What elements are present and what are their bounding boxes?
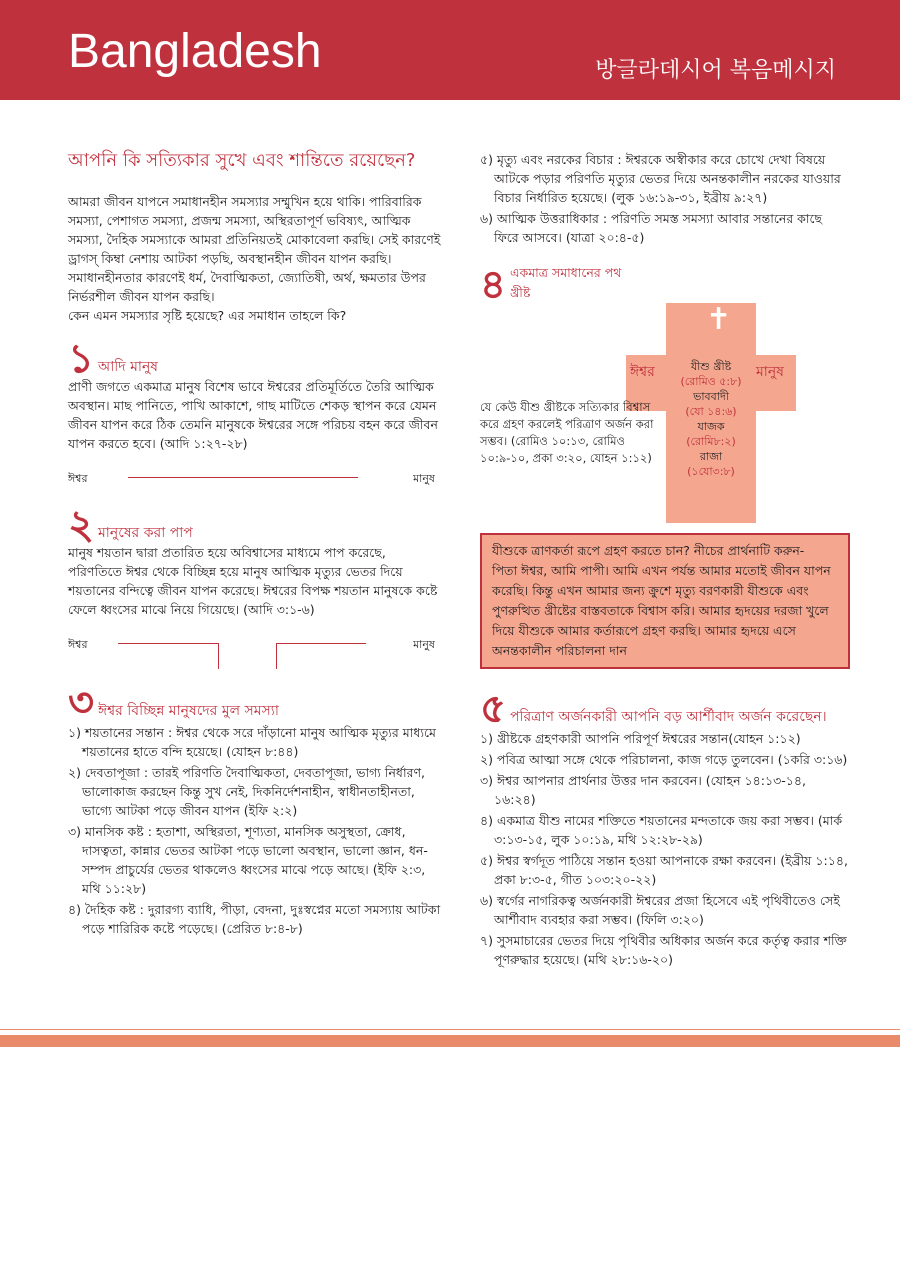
section-5-list bbox=[480, 729, 850, 969]
section-5-number: ৫ bbox=[480, 685, 506, 732]
cross-center-text bbox=[666, 359, 756, 479]
section-1-title: আদি মানুষ bbox=[97, 359, 159, 375]
broken-line-right bbox=[276, 643, 366, 644]
section-2 bbox=[68, 501, 443, 669]
man-label: মানুষ bbox=[413, 638, 435, 651]
list-item: ৪) দৈহিক কষ্ট : দুরারগ্য ব্যাধি, পীড়া, বেদনা, দুঃস্বপ্নের মতো সমস্যায় আটকা পড়ে শারিরিক কষ্টে পড়েছে। (প্রেরিত ৮:৪-৮) bbox=[68, 902, 441, 936]
list-item: ৭) সুসমাচারের ভেতর দিয়ে পৃথিবীর অধিকার অর্জন করে কর্তৃত্ব করার শক্তি পূণরুদ্ধার হয়েছে। (মথি ২৮:১৬-২০) bbox=[480, 933, 847, 967]
broken-line-left bbox=[118, 643, 218, 644]
cross-diagram bbox=[480, 303, 850, 533]
section-3-title: ঈশ্বর বিচ্ছিন্ন মানুষদের মুল সমস্যা bbox=[98, 703, 279, 719]
list-item: ১) শয়তানের সন্তান : ঈশ্বর থেকে সরে দাঁড়ানো মানুষ আত্মিক মৃত্যুর মাধ্যমে শয়তানের হাতে বন্দি হয়েছে। (যোহন ৮:৪৪) bbox=[68, 725, 436, 759]
section-4 bbox=[480, 263, 850, 669]
section-3-list-continued bbox=[480, 150, 850, 247]
cross-ref: (রোমি৮:২) bbox=[686, 435, 736, 448]
list-item: ১) খ্রীষ্টকে গ্রহণকারী আপনি পরিপূর্ণ ঈশ্বরের সন্তান(যোহন ১:১২) bbox=[480, 731, 801, 746]
cross-ref: (যো ১৪:৬) bbox=[685, 405, 737, 418]
list-item: ৫) ঈশ্বর স্বর্গদূত পাঠিয়ে সন্তান হওয়া আপনাকে রক্ষা করবেন। (ইব্রীয় ১:১৪, প্রকা ৮:৩-৫, গীত ১০৩:২০-২২) bbox=[480, 853, 848, 887]
section-4-subtitle: খ্রীষ্ট bbox=[509, 285, 531, 300]
cross-role: ভাববাদী bbox=[693, 390, 729, 403]
page-title: Bangladesh bbox=[68, 25, 322, 78]
section-3-list bbox=[68, 723, 443, 938]
intro-body: আমরা জীবন যাপনে সমাধানহীন সমস্যার সম্মুখিন হয়ে থাকি। পারিবারিক সমস্যা, পেশাগত সমস্যা, প্রজন্ম সমস্যা, অস্থিরতাপূর্ণ ভবিষ্যৎ, আত্মিক সমস্যা, দৈহিক সমস্যাকে আমরা প্রতিনিয়তই মোকাবেলা করছি। সেই কারণেই ড্রাগস্‌ কিম্বা নেশায় আটকা পড়ছি, অবস্থানহীন জীবন যাপন করছি। সমাধানহীনতার কারণেই ধর্ম, দৈবাত্মিকতা, জ্যোতিষী, অর্থ, ক্ষমতার উপর নির্ভরশীল জীবন যাপন করছি। bbox=[68, 194, 441, 304]
prayer-text: পিতা ঈশ্বর, আমি পাপী। আমি এখন পর্যন্ত আমার মতোই জীবন যাপন করেছি। কিন্তু এখন আমার জন্য ক্রুশে মৃত্যু বরণকারী যীশুকে এবং পুণরুত্থিত খ্রীষ্টের বাস্তবতাকে বিশ্বাস করি। আমার হৃদয়ের দরজা খুলে দিয়ে যীশুকে আমার কর্তারূপে গ্রহণ করছি। আমার হৃদয়ে এসে অনন্তকালীন পরিচালনা দান bbox=[492, 563, 831, 658]
prayer-intro: যীশুকে ত্রাণকর্তা রূপে গ্রহণ করতে চান? নীচের প্রার্থনাটি করুন- bbox=[492, 543, 805, 558]
broken-line-left-drop bbox=[218, 643, 219, 669]
list-item: ২) দেবতাপূজা : তারই পরিণতি দৈবাত্মিকতা, দেবতাপূজা, ভাগ্য নির্ধারণ, ভালোকাজ করছেন কিন্তু সুখ নেই, দিকনির্দেশনাহীন, স্বাধীনতাহীনতা, ভাগ্যে আটকা পড়ে জীবন যাপন (ইফি ২:২) bbox=[68, 765, 425, 818]
connection-line bbox=[128, 477, 358, 478]
cross-role: যাজক bbox=[697, 420, 725, 433]
cross-man-label: মানুষ bbox=[756, 364, 784, 380]
section-2-number: ২ bbox=[68, 501, 95, 548]
list-item: ৪) একমাত্র যীশু নামের শক্তিতে শয়তানের মন্দতাকে জয় করা সম্ভব। (মার্ক ৩:১৩-১৫, লুক ১০:১৯, মথি ১২:২৮-২৯) bbox=[480, 813, 843, 847]
list-item: ৬) আত্মিক উত্তরাধিকার : পরিণতি সমস্ত সমস্যা আবার সন্তানের কাছে ফিরে আসবে। (যাত্রা ২০:৪-৫) bbox=[480, 211, 823, 245]
right-column bbox=[480, 150, 850, 971]
section-5-title: পরিত্রাণ অর্জনকারী আপনি বড় আর্শীবাদ অর্জন করেছেন। bbox=[509, 709, 827, 725]
god-label: ঈশ্বর bbox=[68, 638, 88, 651]
broken-line-right-drop bbox=[276, 643, 277, 669]
god-man-diagram-2 bbox=[68, 633, 443, 669]
prayer-box bbox=[480, 533, 850, 669]
section-3 bbox=[68, 679, 443, 938]
list-item: ৩) মানসিক কষ্ট : হতাশা, অস্থিরতা, শূণ্যতা, মানসিক অসুস্থতা, ক্রোধ, দাসত্বতা, কান্নার ভেতর আটকা পড়ে ভালো অবস্থান, ভালো জ্ঞান, ধন-সম্পদ প্রাচুর্যের ভেতর থাকলেও ধ্বংসের মাঝে পড়ে আছে। (ইফি ২:৩, মথি ১১:২৮) bbox=[68, 824, 428, 896]
list-item: ৫) মৃত্যু এবং নরকের বিচার : ঈশ্বরকে অস্বীকার করে চোখে দেখা বিষয়ে আটকে পড়ার পরিণতি মৃত্যুর ভেতর দিয়ে অনন্তকালীন নরকের যাওয়ার বিচার নির্ধারিত হয়েছে। (লুক ১৬:১৯-৩১, ইব্রীয় ৯:২৭) bbox=[480, 152, 841, 205]
section-1 bbox=[68, 335, 443, 491]
section-3-number: ৩ bbox=[68, 679, 95, 726]
god-man-diagram-1 bbox=[68, 467, 443, 491]
list-item: ৬) স্বর্গের নাগরিকত্ব অর্জনকারী ঈশ্বরের প্রজা হিসেবে এই পৃথিবীতেও সেই আর্শীবাদ ব্যবহার করা সম্ভব। (ফিলি ৩:২০) bbox=[480, 893, 840, 927]
footer-rule bbox=[0, 1029, 900, 1030]
man-label: মানুষ bbox=[413, 472, 435, 485]
cross-ref: (রোমিও ৫:৮) bbox=[680, 375, 742, 388]
intro-title: আপনি কি সত্যিকার সুখে এবং শান্তিতে রয়েছেন? bbox=[68, 150, 416, 171]
section-4-title: একমাত্র সমাধানের পথ bbox=[509, 265, 622, 280]
section-2-body: মানুষ শয়তান দ্বারা প্রতারিত হয়ে অবিশ্বাসের মাধ্যমে পাপ করেছে, পরিণতিতে ঈশ্বর থেকে বিচ্ছিন্ন হয়ে মানুষ আত্মিক মৃত্যুর ভেতর দিয়ে শয়তানের বন্দিত্বে জীবন যাপন করেছে। ঈশ্বরের বিপক্ষ শয়তান মানুষকে কষ্টে ফেলে ধ্বংসের মাঝে নিয়ে গিয়েছে। (আদি ৩:১-৬) bbox=[68, 545, 438, 617]
cross-ref: (১যো৩:৮) bbox=[687, 465, 735, 478]
page-subtitle: 방글라데시어 복음메시지 bbox=[595, 58, 836, 83]
left-column bbox=[68, 150, 443, 940]
cross-center-title: যীশু খ্রীষ্ট bbox=[690, 360, 732, 373]
section-4-number: ৪ bbox=[480, 261, 506, 308]
footer-bar bbox=[0, 1035, 900, 1047]
intro-question: কেন এমন সমস্যার সৃষ্টি হয়েছে? এর সমাধান তাহলে কি? bbox=[68, 308, 347, 323]
list-item: ২) পবিত্র আত্মা সঙ্গে থেকে পরিচালনা, কাজ গড়ে তুলবেন। (১করি ৩:১৬) bbox=[480, 752, 848, 767]
cross-god-label: ঈশ্বর bbox=[630, 364, 655, 380]
god-label: ঈশ্বর bbox=[68, 472, 88, 485]
section-1-number: ১ bbox=[68, 335, 94, 382]
cross-role: রাজা bbox=[699, 450, 723, 463]
list-item: ৩) ঈশ্বর আপনার প্রার্থনার উত্তর দান করবেন। (যোহন ১৪:১৩-১৪, ১৬:২৪) bbox=[480, 773, 806, 807]
header-banner bbox=[0, 0, 900, 100]
section-5 bbox=[480, 685, 850, 969]
section-2-title: মানুষের করা পাপ bbox=[98, 525, 193, 541]
section-4-side-text: যে কেউ যীশু খ্রীষ্টকে সত্যিকার বিশ্বাস করে গ্রহণ করলেই পরিত্রাণ অর্জন করা সম্ভব। (রোমিও ১০:১৩, রোমিও ১০:৯-১০, প্রকা ৩:২০, যোহন ১:১২) bbox=[480, 400, 654, 465]
cross-icon: ✝ bbox=[706, 302, 732, 337]
section-1-body: প্রাণী জগতে একমাত্র মানুষ বিশেষ ভাবে ঈশ্বরের প্রতিমূর্তিতে তৈরি আত্মিক অবস্থান। মাছ পানিতে, পাখি আকাশে, গাছ মাটিতে শেকড় স্থাপন করে যেমন জীবন যাপন করে ঠিক তেমনি মানুষকে ঈশ্বরের সঙ্গে পরিচয় বহন করে জীবন যাপন করতে হবে। (আদি ১:২৭-২৮) bbox=[68, 379, 438, 451]
